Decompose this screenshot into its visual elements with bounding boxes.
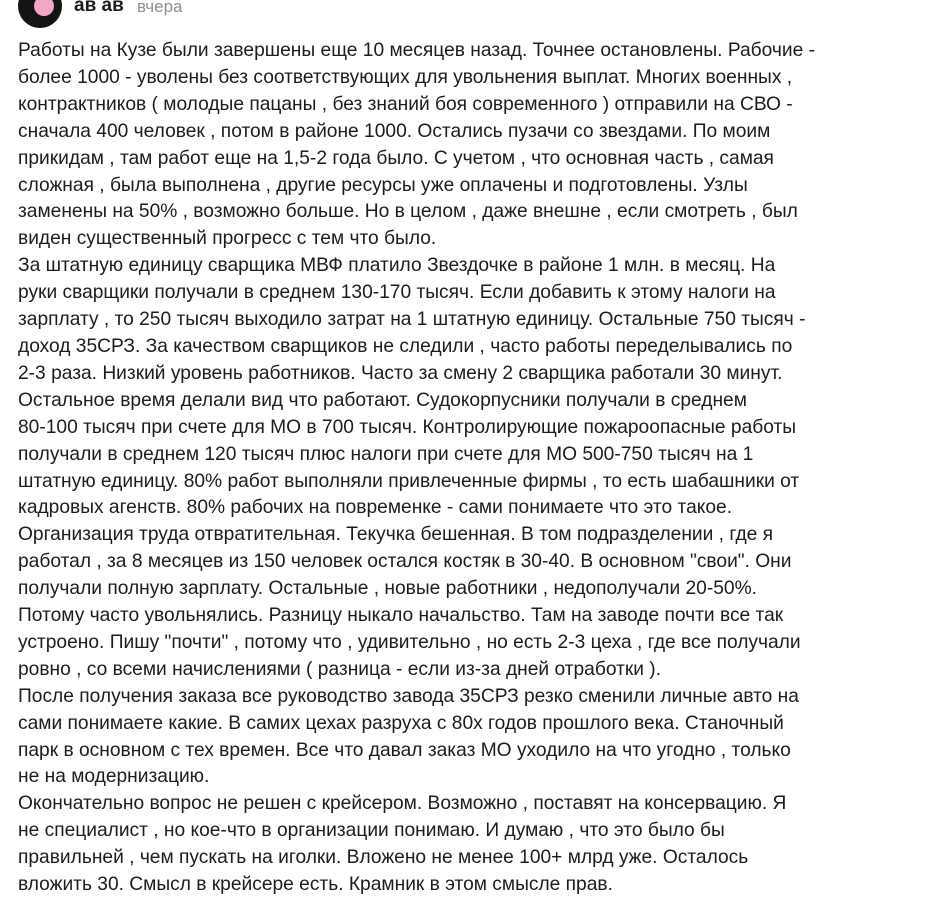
post-text-line: не на модернизацию.	[18, 766, 210, 788]
post-header	[0, 0, 948, 26]
post-text-line: 80-100 тысяч при счете для МО в 700 тысяч. Контролирующие пожароопасные работы	[18, 416, 797, 438]
post-text-line: Работы на Кузе были завершены еще 10 месяцев назад. Точнее остановлены. Рабочие -	[18, 40, 815, 61]
post-text-line: 2-3 раза. Низкий уровень работников. Часто за смену 2 сварщика работали 30 минут.	[18, 362, 783, 384]
post-text-line: получали в среднем 120 тысяч плюс налоги при счете для МО 500-750 тысяч на 1	[18, 443, 754, 465]
post-text-line: ровно , со всеми начислениями ( разница - если из-за дней отработки ).	[18, 658, 662, 680]
post-timestamp: вчера	[137, 0, 183, 16]
post-text-line: контрактников ( молодые пацаны , без знаний боя современного ) отправили на СВО -	[18, 93, 793, 115]
avatar[interactable]	[18, 0, 62, 28]
post-text-line: доход 35СРЗ. За качеством сварщиков не следили , часто работы переделывались по	[18, 335, 793, 357]
post-text-line: зарплату , то 250 тысяч выходило затрат на 1 штатную единицу. Остальные 750 тысяч -	[18, 309, 806, 331]
post-text-line: заменены на 50% , возможно больше. Но в целом , даже внешне , если смотреть , был	[18, 201, 798, 223]
post-text-line: прикидам , там работ еще на 1,5-2 года было. С учетом , что основная часть , самая	[18, 147, 774, 169]
post-text-line: работал , за 8 месяцев из 150 человек остался костяк в 30-40. В основном "свои". Они	[18, 551, 792, 573]
post-text-line: парк в основном с тех времен. Все что давал заказ МО уходило на что угодно , только	[18, 739, 791, 761]
post-text-line: более 1000 - уволены без соответствующих для увольнения выплат. Многих военных ,	[18, 66, 793, 88]
author-name[interactable]: ав ав	[74, 0, 124, 16]
post-text-line: получали полную зарплату. Остальные , новые работники , недополучали 20-50%.	[18, 578, 757, 600]
post-text-line: После получения заказа все руководство завода 35СРЗ резко сменили личные авто на	[18, 685, 799, 707]
post-text-line: сами понимаете какие. В самих цехах разруха с 80х годов прошлого века. Станочный	[18, 712, 784, 734]
post-text-line: За штатную единицу сварщика МВФ платило Звездочке в районе 1 млн. в месяц. На	[18, 255, 776, 277]
post-text-line: сначала 400 человек , потом в районе 1000. Остались пузачи со звездами. По моим	[18, 120, 771, 142]
post-text-line: Окончательно вопрос не решен с крейсером. Возможно , поставят на консервацию. Я	[18, 793, 787, 815]
post-text-line: виден существенный прогресс с тем что было.	[18, 228, 437, 250]
post-text-line: кадровых агенств. 80% рабочих на повременке - сами понимаете что это такое.	[18, 497, 733, 519]
post-text-line: Потому часто увольнялись. Разницу ныкало начальство. Там на заводе почти все так	[18, 605, 784, 627]
post-text	[18, 38, 938, 899]
post-text-line: сложная , была выполнена , другие ресурсы уже оплачены и подготовлены. Узлы	[18, 174, 748, 196]
post-text-line: руки сварщики получали в среднем 130-170 тысяч. Если добавить к этому налоги на	[18, 282, 776, 304]
post-text-line: правильней , чем пускать на иголки. Вложено не менее 100+ млрд уже. Осталось	[18, 847, 749, 869]
avatar-flower-icon	[34, 0, 54, 16]
post-text-line: штатную единицу. 80% работ выполняли привлеченные фирмы , то есть шабашники от	[18, 470, 800, 492]
post-text-line: устроено. Пишу "почти" , потому что , удивительно , но есть 2-3 цеха , где все получали	[18, 631, 801, 653]
post-text-line: не специалист , но кое-что в организации понимаю. И думаю , что это было бы	[18, 820, 725, 842]
post-text-line: вложить 30. Смысл в крейсере есть. Крамник в этом смысле прав.	[18, 874, 613, 896]
post-text-line: Остальное время делали вид что работают. Судокорпусники получали в среднем	[18, 389, 747, 411]
post-text-line: Организация труда отвратительная. Текучка бешенная. В том подразделении , где я	[18, 524, 774, 546]
